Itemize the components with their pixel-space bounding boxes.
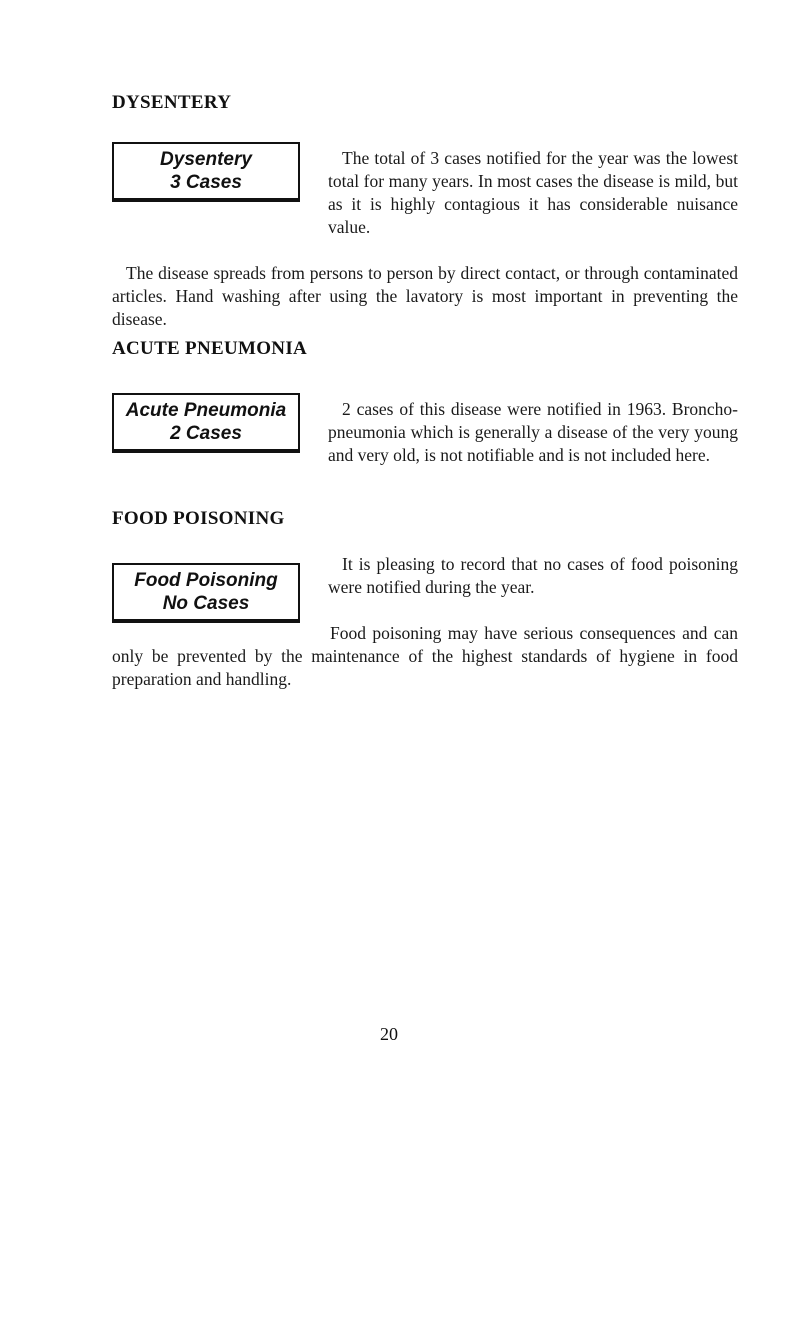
- food-poisoning-full-paragraph: [112, 622, 738, 691]
- section-heading-dysentery: DYSENTERY: [112, 92, 232, 113]
- food-poisoning-case-box: [112, 563, 300, 623]
- dysentery-full-paragraph: [112, 262, 738, 331]
- food-poisoning-summary-text: It is pleasing to record that no cases of food poisoning were notified during the year.: [328, 554, 738, 597]
- pneumonia-summary-text: 2 cases of this disease were notified in 1963. Broncho-pneumonia which is generally a disease of the very young and very old, is not notifiable and is not included here.: [328, 399, 738, 465]
- food-poisoning-side-paragraph: [328, 553, 738, 599]
- dysentery-summary-text: The total of 3 cases notified for the year was the lowest total for many years. In most cases the disease is mild, but as it is highly contagious it has considerable nuisance value.: [328, 148, 738, 237]
- document-page: [112, 0, 738, 1340]
- page-number: 20: [380, 1024, 398, 1044]
- section-heading-food-poisoning: FOOD POISONING: [112, 508, 285, 529]
- food-poisoning-detail-text: Food poisoning may have serious consequences and can only be prevented by the maintenance of the highest standards of hygiene in food preparation and handling.: [112, 623, 738, 689]
- dysentery-side-paragraph: [328, 147, 738, 239]
- box-count: 3 Cases: [170, 172, 242, 193]
- box-title: Dysentery: [160, 149, 252, 170]
- pneumonia-side-paragraph: [328, 398, 738, 467]
- dysentery-case-box: [112, 142, 300, 202]
- box-count: No Cases: [162, 593, 250, 614]
- pneumonia-case-box: [112, 393, 300, 453]
- box-count: 2 Cases: [170, 423, 242, 444]
- section-heading-pneumonia: ACUTE PNEUMONIA: [112, 338, 308, 359]
- box-title: Food Poisoning: [134, 570, 278, 591]
- dysentery-detail-text: The disease spreads from persons to person by direct contact, or through contaminated articles. Hand washing after using the lavatory is most important in preventing the disease.: [112, 263, 738, 329]
- box-title: Acute Pneumonia: [125, 400, 287, 421]
